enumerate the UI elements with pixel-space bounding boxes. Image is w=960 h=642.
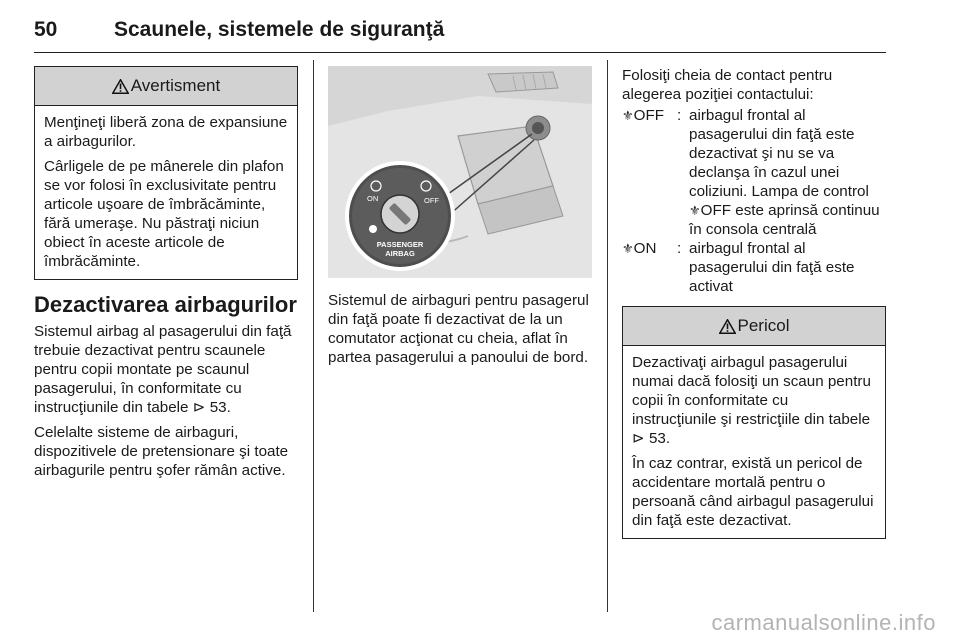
passenger-airbag-off-icon: ⚜ bbox=[622, 108, 634, 123]
key-slot-icon bbox=[369, 225, 377, 233]
page-header bbox=[34, 0, 886, 53]
switch-off-label: OFF bbox=[424, 196, 439, 205]
page-ref-arrow-icon: ⊳ bbox=[632, 430, 645, 447]
definition-term bbox=[622, 239, 677, 296]
chapter-title: Scaunele, sistemele de siguranţă bbox=[114, 18, 445, 41]
warning-triangle-icon bbox=[112, 79, 129, 94]
warning-box-title: Avertisment bbox=[130, 76, 221, 95]
page-ref-link[interactable]: 53. bbox=[648, 430, 671, 447]
warning-box bbox=[34, 66, 298, 280]
warning-box-header bbox=[35, 67, 297, 106]
definition-row bbox=[622, 239, 886, 296]
definition-description-text: airbagul frontal al pasagerului din faţă este dezactivat şi nu se va declanşa în cazul unei coliziuni. Lampa de control bbox=[689, 107, 869, 200]
section-title: Dezactivarea airbagurilor bbox=[34, 292, 297, 317]
figure-caption: Sistemul de airbaguri pentru pasagerul din faţă poate fi dezactivat de la un comutator acţionat cu cheia, aflat în partea pasagerului a panoului de bord. bbox=[328, 292, 589, 366]
definition-description-tail: OFF este aprinsă continuu în consola centrală bbox=[689, 202, 880, 238]
warning-paragraph: Cârligele de pe mânerele din plafon se vor folosi în exclusivitate pentru articole uşoare de îmbrăcăminte, fără umeraşe. Nu păstraţi niciun obiect în aceste articole de îmbrăcăminte. bbox=[44, 158, 284, 270]
warning-paragraph: Menţineţi liberă zona de expansiune a airbagurilor. bbox=[44, 114, 288, 150]
danger-box-header bbox=[623, 307, 885, 346]
switch-on-label: ON bbox=[367, 194, 379, 203]
watermark: carmanualsonline.info bbox=[711, 610, 936, 635]
column-right bbox=[622, 66, 886, 539]
danger-paragraph-text: Dezactivaţi airbagul pasagerului numai dacă folosiţi un scaun pentru copii în conformitate cu instrucţiunile şi restricţiile din tabele bbox=[632, 354, 871, 428]
switch-airbag-label: AIRBAG bbox=[385, 249, 415, 258]
switch-passenger-label: PASSENGER bbox=[376, 240, 424, 249]
column-divider bbox=[313, 60, 314, 612]
danger-paragraph: În caz contrar, există un pericol de accidentare mortală pentru o persoană când airbagul pasagerului din faţă este dezactivat. bbox=[632, 455, 874, 529]
warning-box-body bbox=[35, 106, 297, 279]
definition-table bbox=[622, 106, 886, 296]
definition-term-text: ON bbox=[633, 240, 657, 257]
definition-colon: : bbox=[677, 107, 682, 124]
section-paragraph-text: Sistemul airbag al pasagerului din faţă trebuie dezactivat pentru scaunele pentru copii montate pe scaunul pasagerului, în conformitate cu instrucţiunile din tabele bbox=[34, 323, 292, 416]
warning-triangle-icon bbox=[719, 319, 736, 334]
column-left bbox=[34, 66, 298, 486]
key-intro: Folosiţi cheia de contact pentru alegerea poziţiei contactului: bbox=[622, 67, 833, 103]
section-paragraph: Celelalte sisteme de airbaguri, dispozitivele de pretensionare şi toate airbagurile pentru şofer rămân active. bbox=[34, 424, 289, 479]
column-divider bbox=[607, 60, 608, 612]
danger-box-title: Pericol bbox=[737, 316, 790, 335]
definition-description bbox=[689, 106, 886, 239]
definition-term-text: OFF bbox=[633, 107, 665, 124]
definition-colon: : bbox=[677, 240, 682, 257]
definition-description: airbagul frontal al pasagerului din faţă este activat bbox=[689, 240, 855, 295]
danger-paragraph bbox=[632, 353, 876, 448]
page-ref-link[interactable]: 53. bbox=[209, 399, 231, 416]
column-middle bbox=[328, 66, 592, 367]
definition-term bbox=[622, 106, 677, 239]
danger-box bbox=[622, 306, 886, 539]
section-paragraph bbox=[34, 322, 298, 417]
danger-box-body bbox=[623, 346, 885, 538]
definition-row bbox=[622, 106, 886, 239]
passenger-airbag-off-icon: ⚜ bbox=[689, 203, 701, 218]
page-number: 50 bbox=[34, 18, 58, 41]
page-ref-arrow-icon: ⊳ bbox=[192, 399, 206, 416]
airbag-switch-illustration bbox=[328, 66, 592, 278]
passenger-airbag-on-icon: ⚜ bbox=[622, 241, 634, 256]
